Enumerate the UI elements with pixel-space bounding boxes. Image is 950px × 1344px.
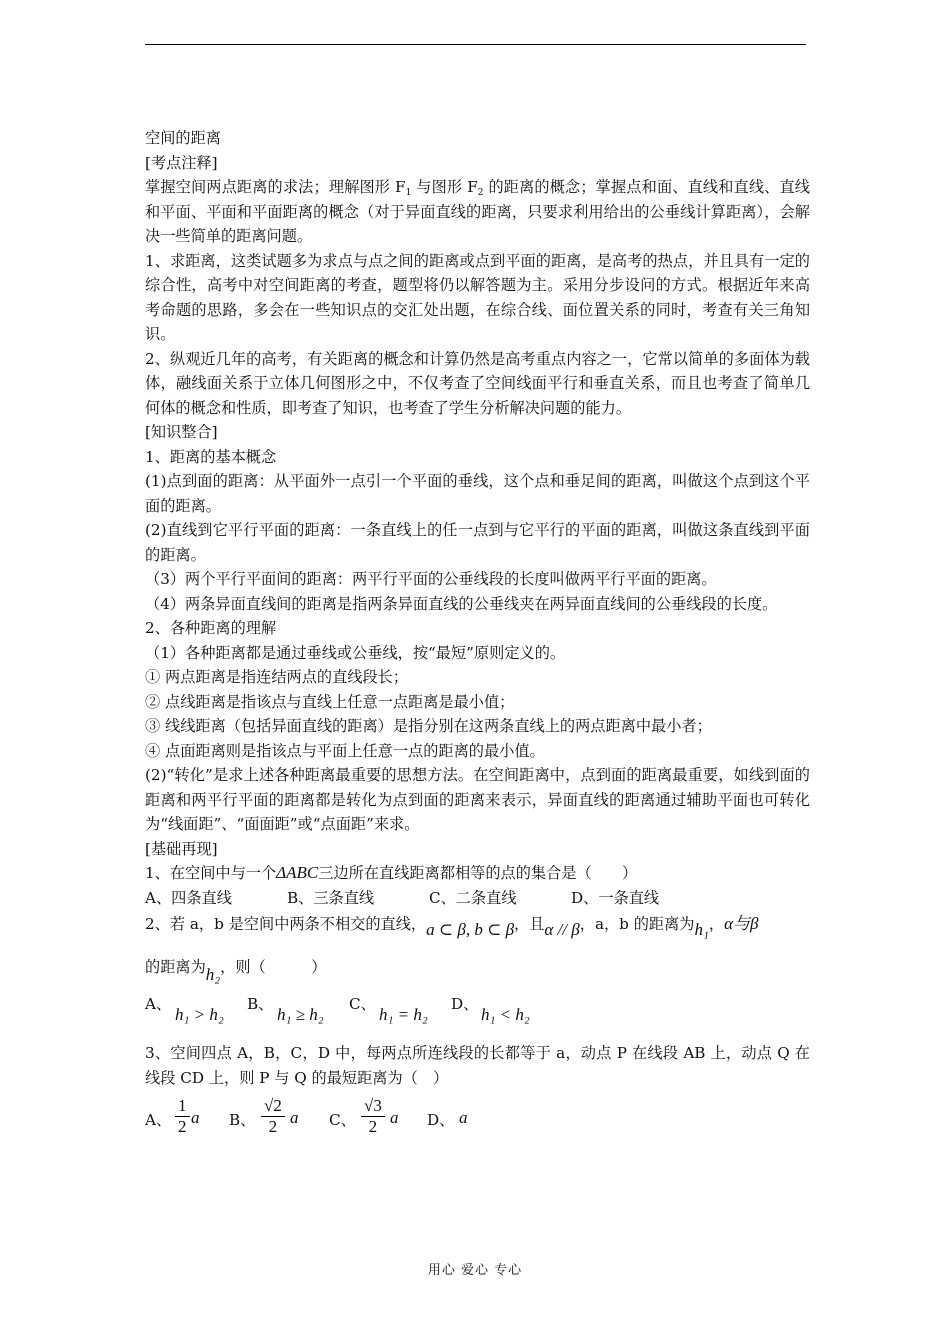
q2-option-d-label[interactable]: D、	[451, 995, 479, 1013]
q3-option-b-label[interactable]: B、	[229, 1111, 256, 1129]
question-2-stem-line2: 的距离为h₂，则（ ）	[145, 957, 327, 984]
q3-option-a-label[interactable]: A、	[145, 1111, 172, 1129]
zhishi-item-1-4: （4）两条异面直线间的距离是指两条异面直线的公垂线夹在两异面直线间的公垂线段的长度。	[145, 594, 778, 613]
kaodian-paragraph-2: 1、求距离，这类试题多为求点与点之间的距离或点到平面的距离，是高考的热点，并且具有一定的综合性，高考中对空间距离的考查，题型将仍以解答题为主。采用分步设问的方式。根据近年来高考命题的思路，多会在一些知识点的交汇处出题，在综合线、面位置关系的同时，考查有关三角知识。	[145, 251, 810, 343]
q2-option-a-math: h₁ > h₂	[175, 1005, 224, 1024]
kaodian-paragraph-1: 掌握空间两点距离的求法；理解图形 $F_1$ 与图形 $F_2$ 的距离的概念；掌握点和面、直线和直线、直线和平面、平面和平面距离的概念（对于异面直线的距离，只要求利用给出的公垂线计算距离），会解决一些简单的距离问题。	[145, 178, 810, 245]
math-alpha-beta: α与β	[724, 914, 759, 933]
question-1-options	[145, 886, 810, 911]
header-rule	[145, 44, 806, 45]
q3-option-d-var: a	[459, 1108, 468, 1127]
kaodian-paragraph-3: 2、纵观近几年的高考，有关距离的概念和计算仍然是高考重点内容之一，它常以简单的多面体为载体，融线面关系于立体几何图形之中，不仅考查了空间线面平行和垂直关系，而且也考查了简单几何体的概念和性质，即考查了知识，也考查了学生分析解决问题的能力。	[145, 349, 810, 417]
math-triangle-abc: ΔABC	[276, 863, 319, 882]
document-body	[145, 126, 810, 1152]
section-header-kaodian: [考点注释]	[145, 153, 218, 172]
zhishi-heading-2: 2、各种距离的理解	[145, 619, 277, 637]
zhishi-item-1-2: (2)直线到它平行平面的距离：一条直线上的任一点到与它平行的平面的距离，叫做这条直线到平面的距离。	[145, 521, 810, 564]
q3-option-c-label[interactable]: C、	[329, 1111, 356, 1129]
q3-option-b-var: a	[290, 1108, 299, 1127]
question-2-stem: 2、若 a，b 是空间中两条不相交的直线，a ⊂ β, b ⊂ β，且α // β，a，b 的距离为h₁，α与β	[145, 914, 759, 939]
page-title: 空间的距离	[145, 129, 221, 147]
q3-option-a-var: a	[191, 1108, 200, 1127]
zhishi-circled-1: ① 两点距离是指连结两点的直线段长；	[145, 668, 409, 686]
zhishi-circled-2: ② 点线距离是指该点与直线上任意一点距离是最小值；	[145, 692, 515, 711]
q3-option-b-fraction: $\frac{√2}{2}$	[261, 1096, 285, 1137]
question-3-options	[145, 1096, 810, 1152]
q2-option-c-math: h₁ = h₂	[379, 1005, 428, 1024]
zhishi-circled-3: ③ 线线距离（包括异面直线的距离）是指分别在这两条直线上的两点距离中最小者；	[145, 717, 712, 735]
page-footer: 用心 爱心 专心	[427, 1263, 523, 1278]
question-2-options	[145, 993, 810, 1027]
q2-option-d-math: h₁ < h₂	[481, 1005, 530, 1024]
question-1-stem: 1、在空间中与一个ΔABC三边所在直线距离都相等的点的集合是（ ）	[145, 863, 638, 882]
q1-option-a[interactable]: A、四条直线	[145, 888, 232, 907]
q2-option-a-label[interactable]: A、	[145, 995, 172, 1013]
section-header-zhishi: [知识整合]	[145, 423, 218, 441]
q3-option-c-var: a	[390, 1108, 399, 1127]
question-3-stem: 3、空间四点 A，B，C，D 中，每两点所连线段的长都等于 a，动点 P 在线段 AB 上，动点 Q 在线段 CD 上，则 P 与 Q 的最短距离为（ ）	[145, 1044, 810, 1087]
math-subset-relation: a ⊂ β, b ⊂ β	[426, 920, 515, 939]
math-parallel-planes: α // β	[544, 920, 580, 939]
zhishi-item-2-2: (2)“转化”是求上述各种距离最重要的思想方法。在空间距离中，点到面的距离最重要，如线到面的距离和两平行平面的距离都是转化为点到面的距离来表示，异面直线的距离通过辅助平面也可转化为“线面距”、“面面距”或“点面距”来求。	[145, 766, 810, 833]
zhishi-item-1-1: (1)点到面的距离：从平面外一点引一个平面的垂线，这个点和垂足间的距离，叫做这个点到这个平面的距离。	[145, 472, 810, 515]
math-h2: h₂	[205, 964, 221, 984]
zhishi-heading-1: 1、距离的基本概念	[145, 447, 277, 466]
section-header-jichu: [基础再现]	[145, 839, 218, 858]
q1-option-c[interactable]: C、二条直线	[429, 888, 517, 907]
q2-option-b-label[interactable]: B、	[247, 995, 274, 1013]
q2-option-c-label[interactable]: C、	[349, 995, 376, 1013]
math-h1: h₁	[694, 920, 709, 939]
zhishi-circled-4: ④ 点面距离则是指该点与平面上任意一点的距离的最小值。	[145, 741, 545, 760]
q3-option-a-fraction: $\frac{1}{2}$	[175, 1096, 190, 1137]
q1-option-d[interactable]: D、一条直线	[571, 888, 660, 907]
q1-option-b[interactable]: B、三条直线	[287, 888, 375, 907]
q3-option-d-label[interactable]: D、	[427, 1111, 455, 1129]
q2-option-b-math: h₁ ≥ h₂	[277, 1005, 324, 1024]
zhishi-item-1-3: （3）两个平行平面间的距离：两平行平面的公垂线段的长度叫做两平行平面的距离。	[145, 570, 717, 588]
q3-option-c-fraction: $\frac{√3}{2}$	[361, 1096, 385, 1137]
zhishi-item-2-1: （1）各种距离都是通过垂线或公垂线，按“最短”原则定义的。	[145, 643, 566, 662]
